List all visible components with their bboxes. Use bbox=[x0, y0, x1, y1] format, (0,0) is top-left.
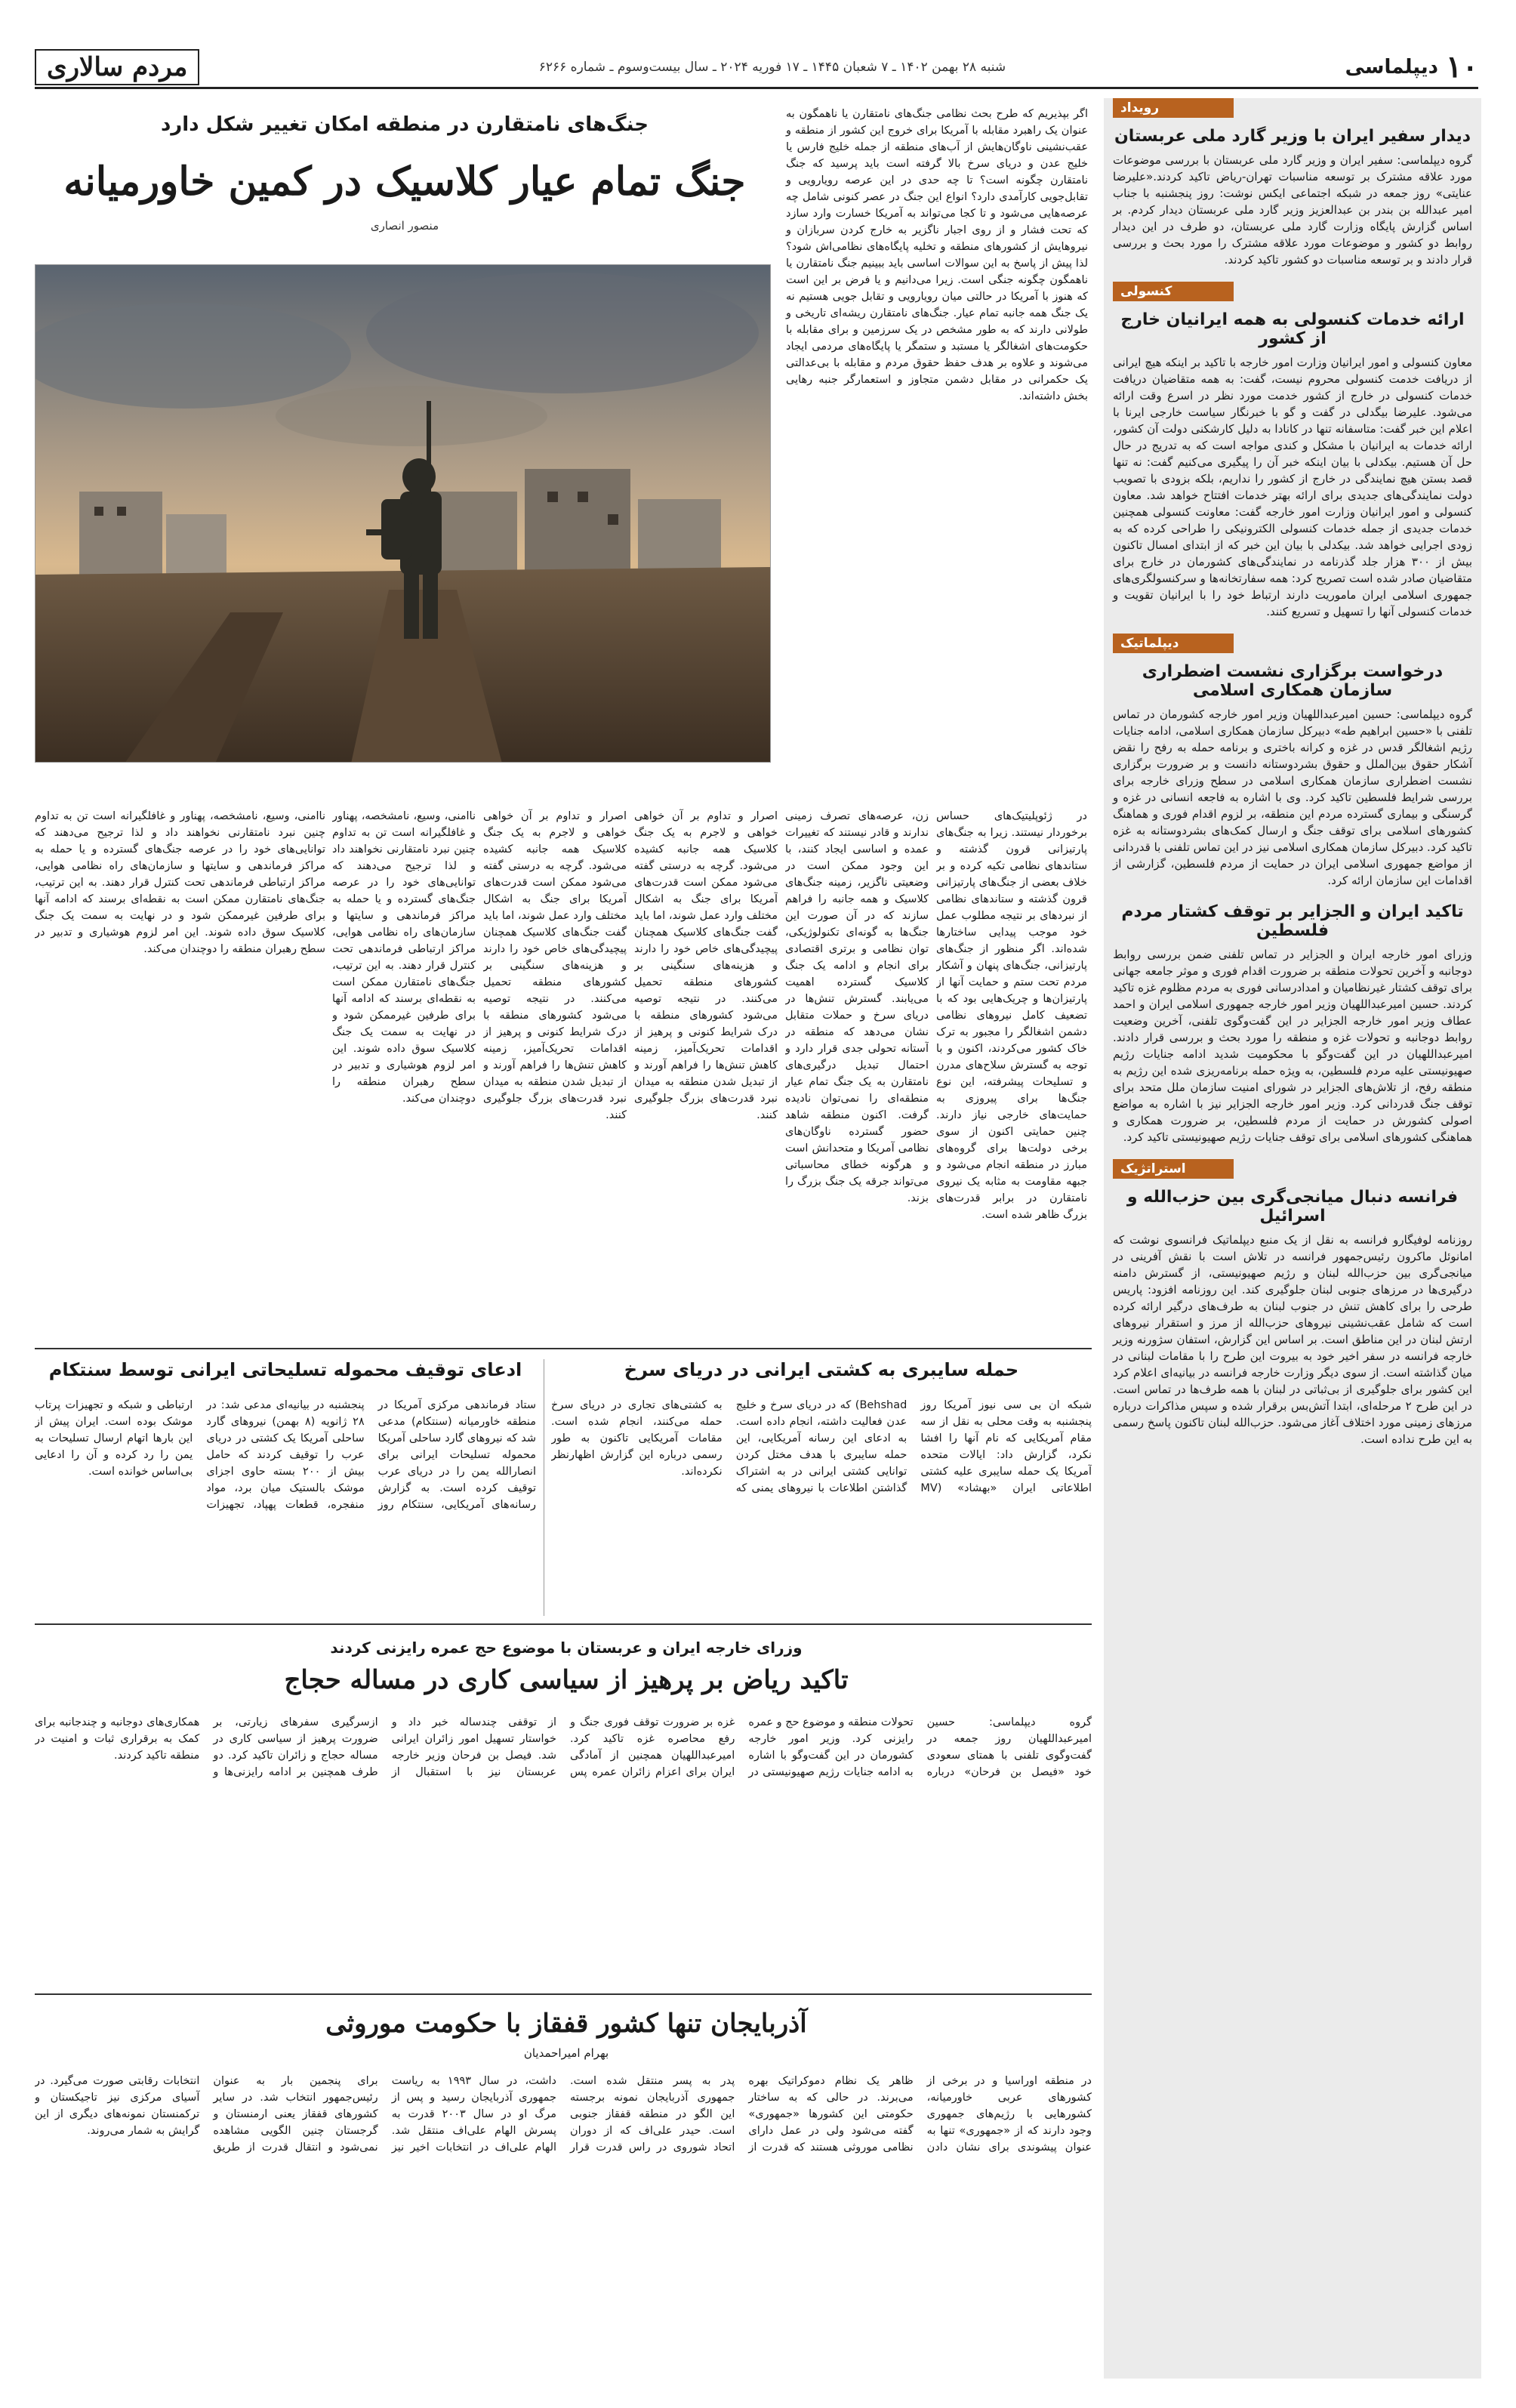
article-title: دیدار سفیر ایران با وزیر گارد ملی عربستان bbox=[1114, 127, 1471, 146]
sidebar-article-3 bbox=[1113, 634, 1472, 889]
article-title: درخواست برگزاری نشست اضطراری سازمان همکاری اسلامی bbox=[1142, 662, 1444, 700]
article-body: گروه دیپلماسی: حسین امیرعبداللهیان وزیر امور خارجه کشورمان در تماس تلفنی با «حسین ابراهیم طه» دبیرکل سازمان همکاری اسلامی، ادامه جنایات رژیم اشغالگر قدس در غزه و کرانه باختری و برنامه حمله به رفح را نقض آشکار حقوق بین‌الملل و حقوق بشردوستانه دانست و بر ضرورت برگزاری نشست اضطراری سازمان همکاری اسلامی در سطح وزرای خارجه برای بررسی شرایط فلسطین تاکید کرد. وی با اشاره به فاجعه انسانی در غزه و گرسنگی و بیماری گسترده مردم این منطقه، بر لزوم اقدام فوری و هماهنگ کشورهای اسلامی برای توقف جنگ و ارسال کمک‌های بشردوستانه به غزه تاکید کرد. دبیرکل سازمان همکاری اسلامی نیز در این تماس تلفنی با قدردانی از مواضع جمهوری اسلامی ایران در حمایت از مردم فلسطین، گزارشی از اقدامات این سازمان ارائه کرد. bbox=[1113, 708, 1472, 887]
story-body: ستاد فرماندهی مرکزی آمریکا در منطقه خاورمیانه (سنتکام) مدعی شد که نیروهای گارد ساحلی آمریکا محموله تسلیحات ایرانی برای انصارالله یمن را در دریای عرب توقیف کرده است. به گزارش رسانه‌های آمریکایی، سنتکام روز پنجشنبه در بیانیه‌ای مدعی شد: در ۲۸ ژانویه (۸ بهمن) نیروهای گارد ساحلی آمریکا یک کشتی در دریای عرب را توقیف کردند که حامل بیش از ۲۰۰ بسته حاوی اجزای موشک بالستیک میان برد، مواد منفجره، قطعات پهپاد، تجهیزات ارتباطی و شبکه و تجهیزات پرتاب موشک بوده است. ایران پیش از این بارها اتهام ارسال تسلیحات به یمن را رد کرده و آن را ادعایی بی‌اساس خوانده است. bbox=[35, 1399, 536, 1511]
story-body: گروه دیپلماسی: حسین امیرعبداللهیان روز جمعه در گفت‌وگوی تلفنی با همتای سعودی خود «فیصل بن فرحان» درباره تحولات منطقه و موضوع حج و عمره رایزنی کرد. وزیر امور خارجه کشورمان در این گفت‌وگو با اشاره به ادامه جنایات رژیم صهیونیستی در غزه بر ضرورت توقف فوری جنگ و رفع محاصره غزه تاکید کرد. امیرعبداللهیان همچنین از آمادگی ایران برای اعزام زائران عمره پس از توقفی چندساله خبر داد و خواستار تسهیل امور زائران ایرانی شد. فیصل بن فرحان وزیر خارجه عربستان نیز با استقبال از ازسرگیری سفرهای زیارتی، بر ضرورت پرهیز از سیاسی کاری در مساله حجاج و زائران تاکید کرد. دو طرف همچنین بر ادامه رایزنی‌ها و همکاری‌های دوجانبه و چندجانبه برای کمک به برقراری ثبات و امنیت در منطقه تاکید کردند. bbox=[35, 1716, 1092, 1778]
story-body: شبکه ان بی سی نیوز آمریکا روز پنجشنبه به وقت محلی به نقل از سه مقام آمریکایی که نام آنها را افشا نکرد، گزارش داد: ایالات متحده آمریکا یک حمله سایبری علیه کشتی اطلاعاتی ایران «بهشاد» (MV Behshad) که در دریای سرخ و خلیج عدن فعالیت داشته، انجام داده است. به ادعای این رسانه آمریکایی، این حمله سایبری با هدف مختل کردن توانایی کشتی ایرانی در به اشتراک گذاشتن اطلاعات با نیروهای یمنی که به کشتی‌های تجاری در دریای سرخ حمله می‌کنند، انجام شده است. مقامات آمریکایی تاکنون به طور رسمی درباره این گزارش اظهارنظر نکرده‌اند. bbox=[551, 1399, 1092, 1494]
story-byline: بهرام امیراحمدیان bbox=[523, 2046, 609, 2060]
sidebar-article-1 bbox=[1113, 98, 1472, 268]
lead-column-3: زن، عرصه‌های تصرف زمینی ندارند و قادر نیستند که تغییرات عمده و اساسی ایجاد کنند، با این وجود ممکن است در وضعیتی ناگزیر، زمینه جنگ‌های کلاسیک و همه جانبه را فراهم سازند که در آن صورت این جنگ‌ها به گونه‌ای تکنولوژیکی، توان نظامی و برتری اقتصادی برای انجام و ادامه یک جنگ کلاسیک گسترده اهمیت می‌یابند. گسترش تنش‌ها در دریای سرخ و حملات متقابل نشان می‌دهد که منطقه در آستانه تحولی جدی قرار دارد و احتمال تبدیل درگیری‌های نامتقارن به یک جنگ تمام عیار منطقه‌ای را نمی‌توان نادیده گرفت. اکنون منطقه شاهد حضور گسترده ناوگان‌های نظامی آمریکا و متحدانش است و هرگونه خطای محاسباتی می‌تواند جرقه یک جنگ بزرگ را بزند. bbox=[785, 810, 929, 1204]
page-number-block bbox=[1345, 49, 1478, 85]
lead-column-right: اگر بپذیریم که طرح بحث نظامی جنگ‌های نامتقارن یا ناهمگون به عنوان یک راهبرد مقابله با آمریکا برای خروج این کشور از منطقه و عقب‌نشینی ناوگان‌هایش از آب‌های منطقه از جمله خلیج فارس یا خلیج عدن و دریای سرخ بالا گرفته است باید پرسید که جنگ نامتقارن چگونه است؟ تا چه حدی در این عرصه رویارویی و تقابل‌جویی کارآمدی دارد؟ انواع این جنگ در عصر کنونی شامل چه عرصه‌هایی می‌شود و تا کجا می‌تواند به آمریکا خسارت وارد سازد که تحت فشار و از روی اجبار ناگزیر به خارج کردن سربازان و نیروهایش از کشورهای منطقه و تخلیه پایگاه‌های نظامی‌اش شود؟ لذا پیش از پاسخ به این سوالات اساسی باید ببینیم جنگ نامتقارن یا ناهمگون چگونه جنگی است. زیرا می‌دانیم و یا فرض بر این است که هنوز با آمریکا در حالتی میان رویارویی و تقابل جویی هستیم نه یک جنگ همه جانبه تمام عیار. جنگ‌های نامتقارن ریشه‌ای تاریخی و طولانی دارند که به طور مشخص در یک سرزمین و برای مقابله با حکومت‌های اشغالگر یا مستبد و ستمگر یا پایگاه‌های مردمی ایجاد می‌شوند و علاوه بر هدف حفظ حقوق مردم و مقابله با بی‌عدالتی یک حکمرانی در مقابل دشمن متجاوز و استعمارگر جنبه رهایی بخش داشته‌اند. bbox=[786, 108, 1088, 402]
story-headline: تاکید ریاض بر پرهیز از سیاسی کاری در مساله حجاج bbox=[284, 1665, 849, 1695]
story-headline: حمله سایبری به کشتی ایرانی در دریای سرخ bbox=[624, 1359, 1019, 1380]
newspaper-logo: مردم سالاری bbox=[35, 49, 199, 85]
lead-kicker: جنگ‌های نامتقارن در منطقه امکان تغییر شکل دارد bbox=[160, 113, 649, 136]
lead-story bbox=[35, 106, 1092, 800]
lead-headline: جنگ تمام عیار کلاسیک در کمین خاورمیانه bbox=[63, 159, 746, 205]
sidebar bbox=[1104, 98, 1481, 2379]
lead-column-6: ناامنی، وسیع، نامشخصه، پهناور و غافلگیرانه است تن به تداوم چنین نبرد نامتقارنی نخواهند داد و لذا ترجیح می‌دهند که توانایی‌های خود را در عرصه جنگ‌های گسترده و یا حمله به مراکز فرماندهی و سایتها و سازمان‌های راه نظامی هوایی، مراکز ارتباطی فرماندهی تحت کنترل قرار دهند. به این ترتیب، جنگ‌های نامتقارن ممکن است به نقطه‌ای برسند که ادامه آنها برای طرفین غیرممکن شود و در نهایت به سمت یک جنگ کلاسیک سوق داده شوند. این امر لزوم هوشیاری و تدبیر در سطح رهبران منطقه را دوچندان می‌کند. bbox=[332, 810, 476, 1105]
sidebar-article-2 bbox=[1113, 282, 1472, 620]
section-tag: کنسولی bbox=[1113, 282, 1234, 301]
soldier-ruins-photo bbox=[35, 265, 770, 763]
lead-photo bbox=[35, 264, 771, 763]
story-body: در منطقه اوراسیا و در برخی از کشورهای عربی خاورمیانه، کشورهایی با رژیم‌های جمهوری وجود دارند که از «جمهوری» تنها به عنوان پیشوندی برای نشان دادن ظاهر یک نظام دموکراتیک بهره می‌برند. در حالی که به ساختار حکومتی این کشورها «جمهوری» گفته می‌شود ولی در عمل دارای نظامی موروثی هستند که قدرت از پدر به پسر منتقل شده است. جمهوری آذربایجان نمونه برجسته این الگو در منطقه قفقاز جنوبی است. حیدر علی‌اف که از دوران اتحاد شوروی در راس قدرت قرار داشت، در سال ۱۹۹۳ به ریاست جمهوری آذربایجان رسید و پس از مرگ او در سال ۲۰۰۳ قدرت به پسرش الهام علی‌اف منتقل شد. الهام علی‌اف در انتخابات اخیر نیز برای پنجمین بار به عنوان رئیس‌جمهور انتخاب شد. در سایر کشورهای قفقاز یعنی ارمنستان و گرجستان چنین الگویی مشاهده نمی‌شود و انتقال قدرت از طریق انتخابات رقابتی صورت می‌گیرد. در آسیای مرکزی نیز تاجیکستان و ترکمنستان نمونه‌های دیگری از این گرایش به شمار می‌روند. bbox=[35, 2075, 1092, 2154]
section-tag: رویداد bbox=[1113, 98, 1234, 118]
lead-column-4: اصرار و تداوم بر آن خواهی خواهی و لاجرم به یک جنگ کلاسیک همه جانبه کشیده می‌شود. گرچه به درستی گفته می‌شود ممکن است قدرت‌های آمریکا برای جنگ به اشکال مختلف وارد عمل شوند، اما باید گفت جنگ‌های کلاسیک همچنان پیچیدگی‌های خاص خود را دارند و هزینه‌های سنگینی بر کشورهای منطقه تحمیل می‌کنند. در نتیجه توصیه می‌شود کشورهای منطقه با درک شرایط کنونی و پرهیز از اقدامات تحریک‌آمیز، زمینه کاهش تنش‌ها را فراهم آورند و از تبدیل شدن منطقه به میدان نبرد قدرت‌های بزرگ جلوگیری کنند. bbox=[634, 810, 778, 1121]
section-tag: دیپلماتیک bbox=[1113, 634, 1234, 653]
sidebar-article-5 bbox=[1113, 1159, 1472, 1448]
page-number: ۱۰ bbox=[1446, 49, 1478, 85]
sidebar-article-4 bbox=[1113, 902, 1472, 1145]
lead-column-2: در ژئوپلیتیک‌های حساس برخوردار نیستند. زیرا به جنگ‌های پارتیزانی قرون گذشته و ستاندهای نظامی تکیه کرده و بر خلاف بعضی از جنگ‌های پارتیزانی قرون گذشته و ستاندهای نظامی از نبردهای بر نتیجه مطلوب عمل خود موجب پیدایی ساختارها شده‌اند. اگر منظور از جنگ‌های پارتیزانی، جنگ‌های پنهان و آشکار مردم تحت ستم و حمایت آنها از پارتیزان‌ها و چریک‌هایی بود که با تضعیف کامل نیروهای نظامی دشمن اشغالگر را مجبور به ترک خاک کشور می‌کردند، اکنون و با توجه به گسترش سلاح‌های مدرن و تسلیحات پیشرفته، این نوع جنگ‌ها برای پیروزی به حمایت‌های خارجی نیاز دارند. چنین حمایتی اکنون از سوی برخی دولت‌ها برای گروه‌های مبارز در منطقه انجام می‌شود و جبهه مقاومت به مثابه یک نیروی نامتقارن در برابر قدرت‌های بزرگ ظاهر شده است. bbox=[936, 810, 1087, 1221]
article-title: تاکید ایران و الجزایر بر توقف کشتار مردم فلسطین bbox=[1121, 902, 1464, 940]
lead-byline: منصور انصاری bbox=[370, 219, 439, 233]
lead-column-5: اصرار و تداوم بر آن خواهی خواهی و لاجرم به یک جنگ کلاسیک همه جانبه کشیده می‌شود. گرچه به درستی گفته می‌شود ممکن است قدرت‌های آمریکا برای جنگ به اشکال مختلف وارد عمل شوند، اما باید گفت جنگ‌های کلاسیک همچنان پیچیدگی‌های خاص خود را دارند و هزینه‌های سنگینی بر کشورهای منطقه تحمیل می‌کنند. در نتیجه توصیه می‌شود کشورهای منطقه با درک شرایط کنونی و پرهیز از اقدامات تحریک‌آمیز، زمینه کاهش تنش‌ها را فراهم آورند و از تبدیل شدن منطقه به میدان نبرد قدرت‌های بزرگ جلوگیری کنند. bbox=[483, 810, 627, 1121]
story-kicker: وزرای خارجه ایران و عربستان با موضوع حج عمره رایزنی کردند bbox=[330, 1639, 803, 1657]
section-name: دیپلماسی bbox=[1345, 55, 1439, 79]
section-divider bbox=[35, 1993, 1092, 1995]
section-divider bbox=[35, 1623, 1092, 1625]
story-headline: آذربایجان تنها کشور قفقاز با حکومت موروثی bbox=[325, 2009, 807, 2039]
article-title: ارائه خدمات کنسولی به همه ایرانیان خارج از کشور bbox=[1120, 310, 1465, 348]
article-body: معاون کنسولی و امور ایرانیان وزارت امور خارجه با تاکید بر اینکه هیچ ایرانی از دریافت خدمت کنسولی محروم نیست، گفت: به همه متقاضیان دریافت خدمات کنسولی در خارج از کشور خدمت مورد نظر در اسرع وقت ارائه می‌شود. علیرضا بیگدلی در گفت و گو با خبرنگار سیاست خارجی ایرنا با اعلام این خبر گفت: متاسفانه تنها در کانادا به دلیل کارشکنی دولت آن کشور، ارائه خدمات به ایرانیان با مشکل و کندی مواجه است که به تدریج در حال حل آن هستیم. بیکدلی با بیان اینکه خبر آن را پیگیری می‌کنیم گفت: نه تنها قصد بستن هیچ نمایندگی در خارج از کشور را نداریم، بلکه بزودی با تصویب دولت نمایندگی‌های جدیدی برای ارائه بهتر خدمات افتتاح خواهد شد. معاون کنسولی و امور ایرانیان وزارت امور خارجه گفت: معاونت کنسولی همچنین خدمات جدیدی از جمله خدمات کنسولی الکترونیکی را طراحی کرده که به زودی اجرایی خواهد شد. بیکدلی با بیان این خبر که از ابتدای امسال تاکنون بیش از ۳۰۰ هزار جلد گذرنامه در نمایندگی‌های کشورمان در خارج برای متقاضیان صادر شده است تصریح کرد: همه سفارتخانه‌ها و سرکنسولگری‌های جمهوری اسلامی ایران ماموریت دارند ارتباط خود را با ایرانیان تقویت و خدمات کنسولی آنها را تسهیل و تسریع کنند. bbox=[1113, 356, 1472, 618]
masthead bbox=[35, 47, 1478, 89]
section-divider bbox=[35, 1348, 1092, 1349]
article-body: روزنامه لوفیگارو فرانسه به نقل از یک منبع دیپلماتیک فرانسوی نوشت که امانوئل ماکرون رئیس‌جمهور فرانسه در تلاش است با نقش آفرینی در میانجی‌گری بین حزب‌الله لبنان و رژیم صهیونیستی، از گسترش دامنه درگیری‌ها در مرزهای جنوبی لبنان جلوگیری کند. این روزنامه افزود: پاریس طرحی را برای کاهش تنش در جنوب لبنان به طرف‌های درگیر ارائه کرده است که شامل عقب‌نشینی نیروهای حزب‌الله از مرز و استقرار نیروهای ارتش لبنان در این مناطق است. بر اساس این گزارش، استفان سژورنه وزیر خارجه فرانسه در سفر اخیر خود به بیروت این طرح را با مقامات لبنانی در میان گذاشته است. از سوی دیگر وزارت خارجه فرانسه در بیانیه‌ای اعلام کرد این کشور برای جلوگیری از بی‌ثباتی در لبنان با همه طرف‌ها در تماس است. در این طرح ۲ مرحله‌ای، ابتدا آتش‌بس برقرار شده و سپس مذاکرات درباره مرزهای زمینی مورد اختلاف آغاز می‌شود. حزب‌الله لبنان تاکنون پاسخ رسمی به این طرح نداده است. bbox=[1113, 1233, 1472, 1446]
article-body: گروه دیپلماسی: سفیر ایران و وزیر گارد ملی عربستان با بررسی موضوعات مورد علاقه مشترک بر توسعه مناسبات تهران-ریاض تاکید کردند.«علیرضا عنایتی» روز جمعه در شبکه اجتماعی ایکس نوشت: روز پنجشنبه با جناب امیر عبدالله بن بندر بن عبدالعزیز وزیر گارد ملی عربستان دیدار کردم. بر اساس گزارش پایگاه وزارت گارد ملی عربستان، دو طرف در این دیدار روابط دو کشور و موضوعات مورد علاقه مشترک را مورد بحث و بررسی قرار دادند و بر توسعه مناسبات دو کشور تاکید کردند. bbox=[1113, 153, 1472, 267]
section-tag: استراتژیک bbox=[1113, 1159, 1234, 1179]
lead-column-7: ناامنی، وسیع، نامشخصه، پهناور و غافلگیرانه است تن به تداوم چنین نبرد نامتقارنی نخواهند داد و لذا ترجیح می‌دهند که توانایی‌های خود را در عرصه جنگ‌های گسترده و یا حمله به مراکز فرماندهی و سایتها و سازمان‌های راه نظامی هوایی، مراکز ارتباطی فرماندهی تحت کنترل قرار دهند. به این ترتیب، جنگ‌های نامتقارن ممکن است به نقطه‌ای برسند که ادامه آنها برای طرفین غیرممکن شود و در نهایت به سمت یک جنگ کلاسیک سوق داده شوند. این امر لزوم هوشیاری و تدبیر در سطح رهبران منطقه را دوچندان می‌کند. bbox=[35, 810, 325, 955]
issue-date: شنبه ۲۸ بهمن ۱۴۰۲ ـ ۷ شعبان ۱۴۴۵ ـ ۱۷ فوریه ۲۰۲۴ ـ سال بیست‌وسوم ـ شماره ۶۲۶۶ bbox=[538, 59, 1006, 75]
story-headline: ادعای توقیف محموله تسلیحاتی ایرانی توسط سنتکام bbox=[48, 1359, 522, 1380]
article-body: وزرای امور خارجه ایران و الجزایر در تماس تلفنی ضمن بررسی روابط دوجانبه و آخرین تحولات منطقه بر ضرورت اقدام فوری و موثر جامعه جهانی برای توقف کشتار غیرنظامیان و امدادرسانی فوری به مردم مظلوم غزه تاکید کردند. حسین امیرعبداللهیان وزیر امور خارجه جمهوری اسلامی ایران و احمد عطاف وزیر امور خارجه الجزایر در این گفت‌وگوی تلفنی، آخرین وضعیت روابط دوجانبه و تحولات غزه و منطقه را مورد بحث و بررسی قرار دادند. امیرعبداللهیان در این گفت‌وگو با محکومیت شدید ادامه جنایات رژیم صهیونیستی علیه مردم فلسطین، به ویژه حمله برنامه‌ریزی شده این رژیم به منطقه رفح، از تلاش‌های الجزایر در شورای امنیت سازمان ملل متحد برای توقف جنگ قدردانی کرد. وزیر امور خارجه الجزایر نیز با اشاره به مواضع اصولی کشورش در حمایت از مردم فلسطین، بر ضرورت همکاری و هماهنگی کشورهای اسلامی برای توقف جنایات رژیم صهیونیستی تاکید کرد. bbox=[1113, 948, 1472, 1144]
article-title: فرانسه دنبال میانجی‌گری بین حزب‌الله و اسرائیل bbox=[1126, 1188, 1459, 1226]
